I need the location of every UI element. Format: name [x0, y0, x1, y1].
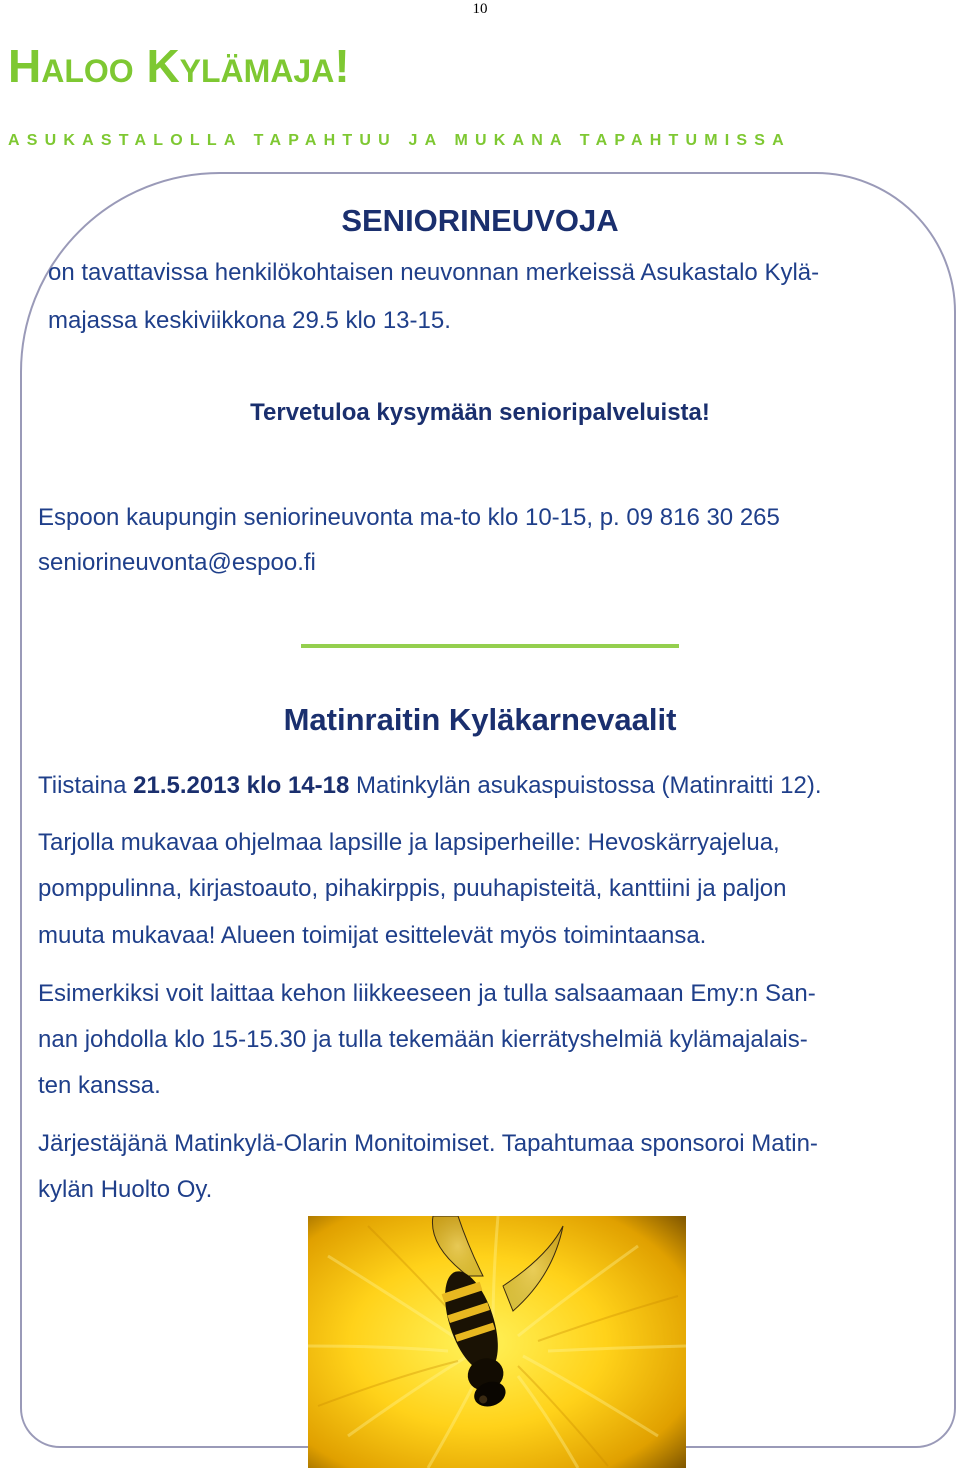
senior-heading: SENIORINEUVOJA: [341, 203, 619, 238]
carnival-text-line: nan johdolla klo 15-15.30 ja tulla tekemään kierrätyshelmiä kylämajalais-: [38, 1026, 808, 1053]
carnival-text-line: Järjestäjänä Matinkylä-Olarin Monitoimiset. Tapahtumaa sponsoroi Matin-: [38, 1130, 818, 1157]
carnival-text-line: muuta mukavaa! Alueen toimijat esittelevät myös toimintaansa.: [38, 922, 707, 949]
carnival-text-line: Esimerkiksi voit laittaa kehon liikkeeseen ja tulla salsaamaan Emy:n San-: [38, 980, 816, 1007]
carnival-date-location: Matinkylän asukaspuistossa (Matinraitti 12).: [349, 772, 822, 799]
senior-contact-email: seniorineuvonta@espoo.fi: [38, 549, 316, 576]
carnival-heading: Matinraitin Kyläkarnevaalit: [283, 702, 677, 737]
carnival-date-time: 21.5.2013 klo 14-18: [133, 772, 350, 799]
senior-welcome: Tervetuloa kysymään senioripalveluista!: [250, 399, 710, 426]
hoverfly-flower-photo: [308, 1216, 686, 1468]
carnival-text-line: pomppulinna, kirjastoauto, pihakirppis, puuhapisteitä, kanttiini ja paljon: [38, 875, 787, 902]
carnival-text-line: Tarjolla mukavaa ohjelmaa lapsille ja lapsiperheille: Hevoskärryajelua,: [38, 829, 780, 856]
carnival-text-line: ten kanssa.: [38, 1072, 161, 1099]
senior-contact-line: Espoon kaupungin seniorineuvonta ma-to klo 10-15, p. 09 816 30 265: [38, 504, 780, 531]
carnival-date-line: [38, 771, 822, 801]
newsletter-tagline: ASUKASTALOLLA TAPAHTUU JA MUKANA TAPAHTUMISSA: [8, 132, 791, 149]
page-number: 10: [472, 1, 488, 17]
hoverfly-on-flower-icon: [308, 1216, 686, 1468]
senior-text-line: majassa keskiviikkona 29.5 klo 13-15.: [48, 307, 451, 334]
senior-text-line: on tavattavissa henkilökohtaisen neuvonnan merkeissä Asukastalo Kylä-: [48, 259, 820, 286]
carnival-date-prefix: Tiistaina: [38, 772, 134, 799]
section-divider: [301, 644, 679, 648]
carnival-text-line: kylän Huolto Oy.: [38, 1176, 213, 1203]
newsletter-title: Haloo Kylämaja!: [8, 40, 350, 92]
